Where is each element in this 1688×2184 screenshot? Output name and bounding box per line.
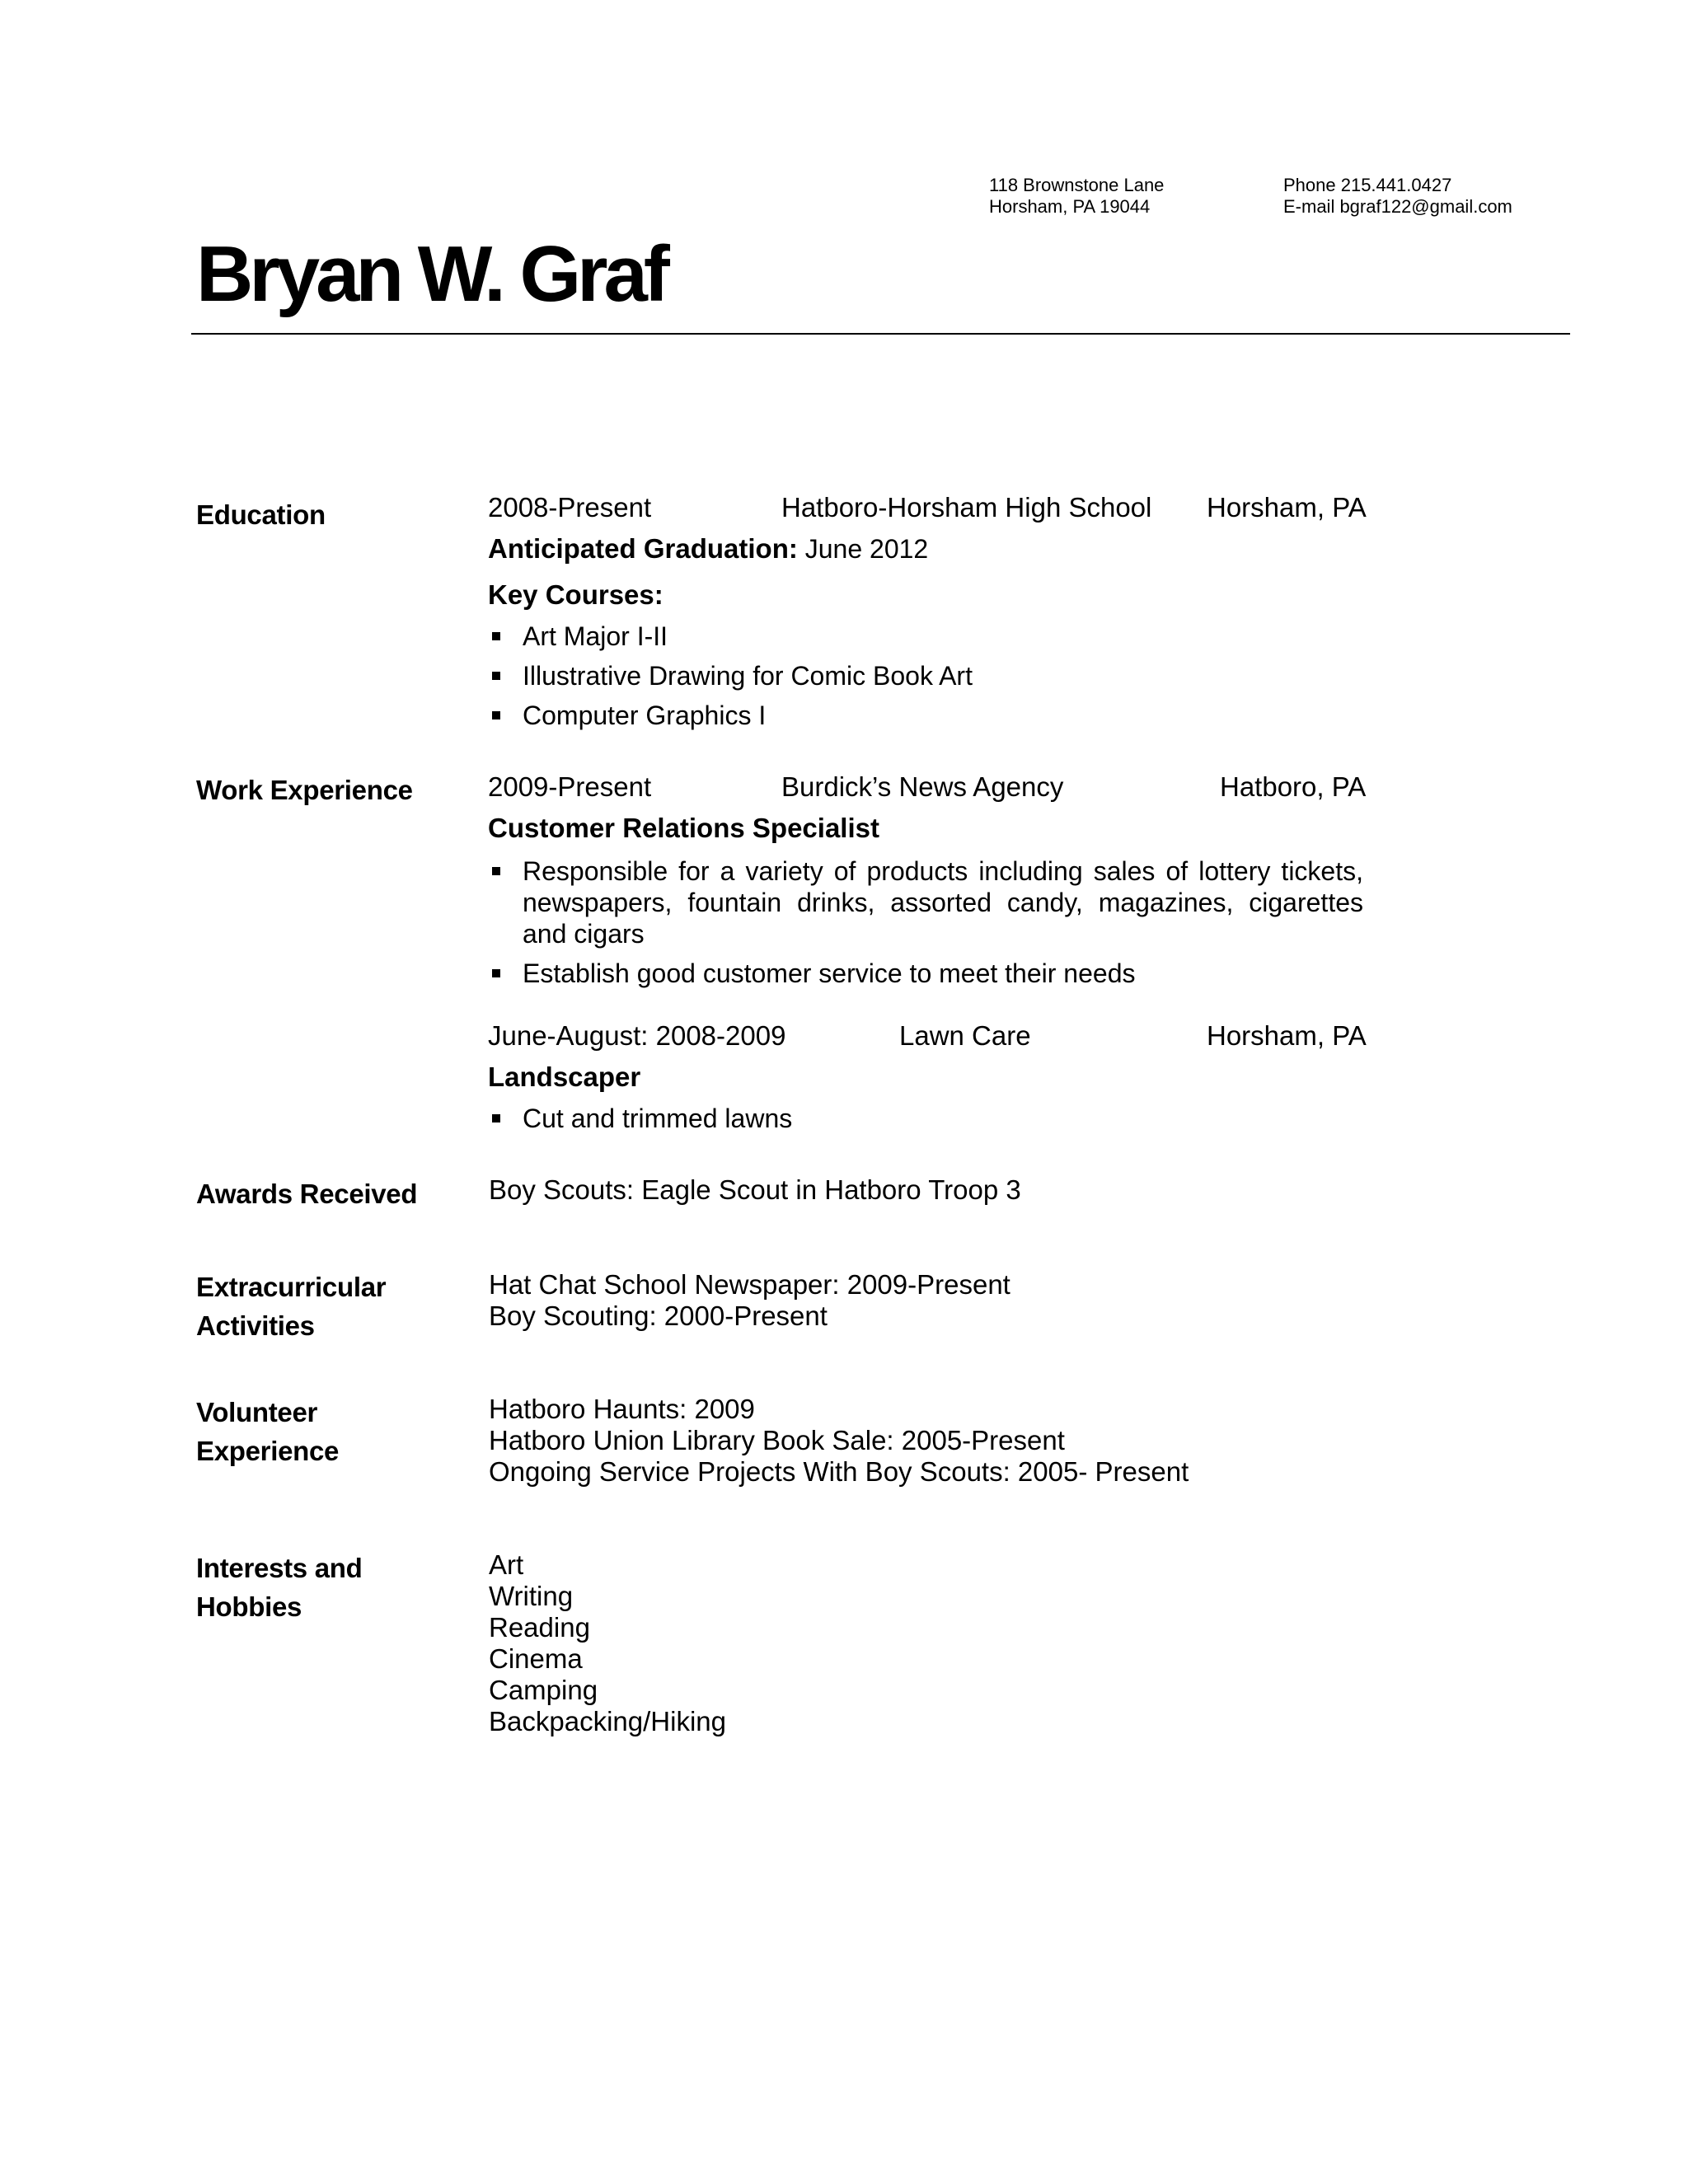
contact-address	[989, 175, 1164, 218]
education-heading: Education	[196, 499, 326, 530]
list-item: Cinema	[489, 1643, 583, 1674]
extracurricular-heading-line-2: Activities	[196, 1310, 315, 1341]
work-heading: Work Experience	[196, 775, 413, 805]
job-location: Hatboro, PA	[1220, 771, 1367, 802]
key-courses-heading: Key Courses:	[488, 579, 663, 610]
list-item: Establish good customer service to meet their needs	[488, 958, 1363, 989]
job-title: Landscaper	[488, 1062, 641, 1092]
list-item: Reading	[489, 1612, 590, 1643]
education-school: Hatboro-Horsham High School	[781, 492, 1152, 523]
graduation-date: June 2012	[797, 534, 929, 564]
list-item: Boy Scouting: 2000-Present	[489, 1301, 828, 1331]
job-employer: Lawn Care	[899, 1020, 1031, 1051]
graduation-line	[488, 533, 928, 565]
header-divider	[191, 333, 1570, 335]
volunteer-list	[489, 1394, 1189, 1488]
extracurricular-heading	[196, 1268, 386, 1345]
list-item: Boy Scouts: Eagle Scout in Hatboro Troop 3	[489, 1174, 1021, 1205]
contact-phone-email	[1283, 175, 1512, 218]
extracurricular-heading-line-1: Extracurricular	[196, 1272, 387, 1302]
list-item: Hat Chat School Newspaper: 2009-Present	[489, 1269, 1010, 1300]
job-duties-list	[488, 855, 1363, 997]
education-location: Horsham, PA	[1207, 492, 1367, 523]
list-item: Backpacking/Hiking	[489, 1706, 726, 1736]
candidate-name: Bryan W. Graf	[196, 230, 666, 318]
list-item: Art	[489, 1549, 524, 1580]
list-item: Computer Graphics I	[488, 700, 973, 731]
volunteer-heading	[196, 1393, 339, 1470]
interests-list	[489, 1549, 726, 1737]
graduation-label: Anticipated Graduation:	[488, 533, 798, 564]
job-duties-list	[488, 1103, 792, 1142]
list-item: Illustrative Drawing for Comic Book Art	[488, 660, 973, 691]
list-item: Cut and trimmed lawns	[488, 1103, 792, 1134]
interests-heading	[196, 1549, 363, 1626]
list-item: Writing	[489, 1581, 574, 1611]
awards-list	[489, 1174, 1021, 1206]
education-dates: 2008-Present	[488, 492, 652, 523]
job-location: Horsham, PA	[1207, 1020, 1367, 1051]
volunteer-heading-line-2: Experience	[196, 1436, 340, 1466]
interests-heading-line-1: Interests and	[196, 1553, 363, 1583]
job-title: Customer Relations Specialist	[488, 813, 879, 843]
list-item: Camping	[489, 1675, 598, 1705]
awards-heading: Awards Received	[196, 1179, 418, 1209]
list-item: Hatboro Haunts: 2009	[489, 1394, 755, 1424]
job-dates: June-August: 2008-2009	[488, 1020, 786, 1051]
list-item: Art Major I-II	[488, 621, 973, 652]
list-item: Responsible for a variety of products including sales of lottery tickets, newspapers, fountain drinks, assorted candy, magazines, cigarettes and cigars	[488, 855, 1363, 949]
list-item: Ongoing Service Projects With Boy Scouts: 2005- Present	[489, 1456, 1189, 1487]
job-dates: 2009-Present	[488, 771, 652, 802]
phone-number: Phone 215.441.0427	[1283, 175, 1452, 195]
key-courses-list	[488, 621, 973, 739]
list-item: Hatboro Union Library Book Sale: 2005-Present	[489, 1425, 1065, 1455]
email-address: E-mail bgraf122@gmail.com	[1283, 196, 1512, 217]
volunteer-heading-line-1: Volunteer	[196, 1397, 318, 1427]
job-employer: Burdick’s News Agency	[781, 771, 1064, 802]
extracurricular-list	[489, 1269, 1010, 1332]
interests-heading-line-2: Hobbies	[196, 1591, 302, 1622]
address-line-1: 118 Brownstone Lane	[989, 175, 1165, 195]
address-line-2: Horsham, PA 19044	[989, 196, 1151, 217]
